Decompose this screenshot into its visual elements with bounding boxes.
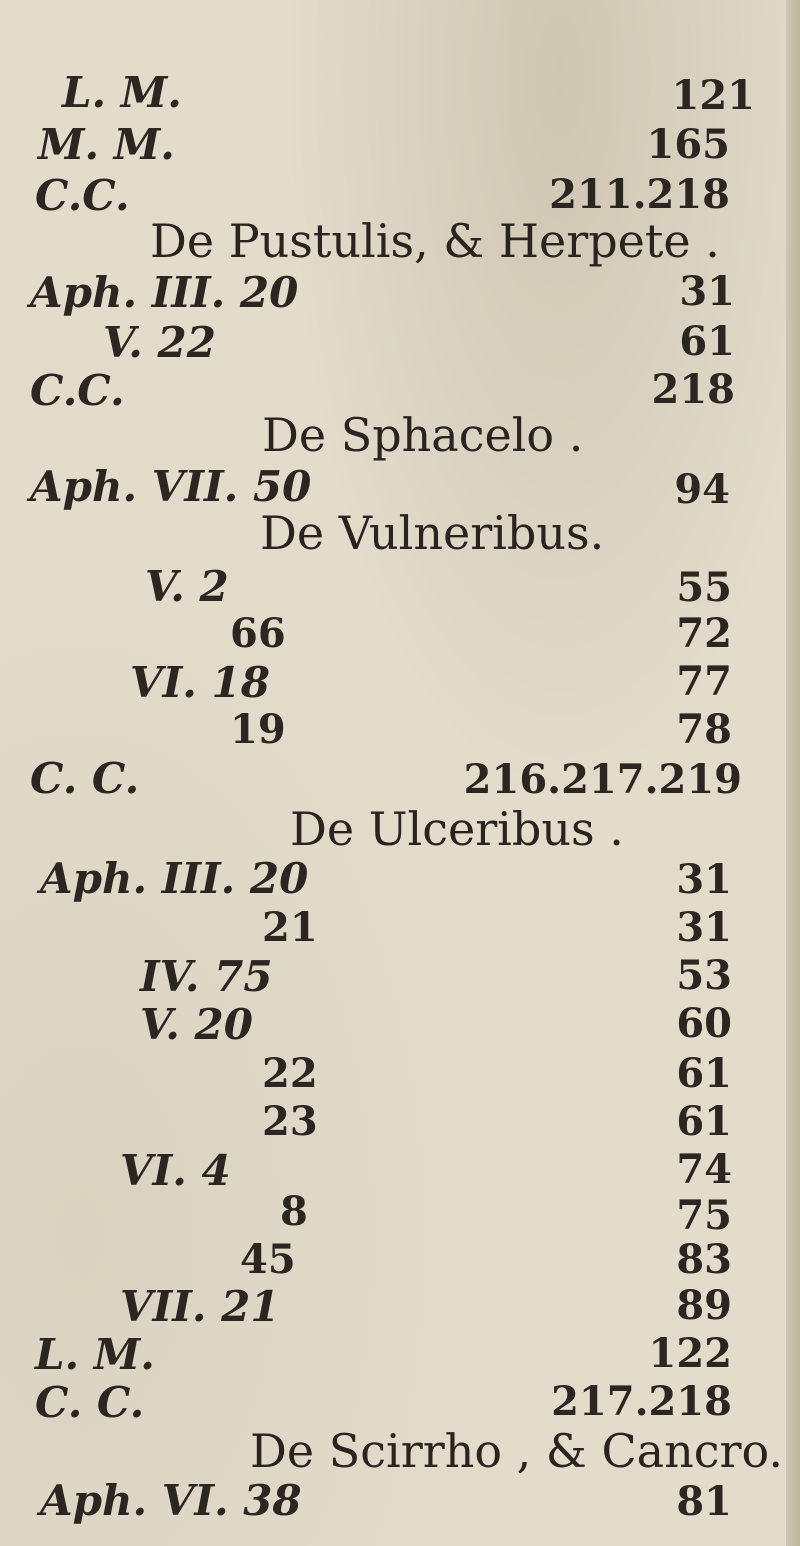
ref-l9: 66 (230, 610, 286, 657)
ref-l20: 8 (280, 1188, 308, 1235)
ref-l19: VI. 4 (120, 1146, 231, 1195)
ref-l11: 19 (230, 706, 286, 753)
ref-l6: C.C. (30, 366, 125, 415)
num-l3: 211.218 (549, 171, 730, 218)
num-l15: 53 (676, 952, 732, 999)
ref-l24: C. C. (35, 1378, 145, 1427)
ref-l8: V. 2 (145, 562, 229, 611)
num-l22: 89 (676, 1282, 732, 1329)
ref-l14: 21 (262, 904, 318, 951)
num-l21: 83 (676, 1236, 732, 1283)
heading-vulneribus: De Vulneribus. (260, 506, 605, 560)
num-l7: 94 (674, 466, 730, 513)
heading-ulceribus: De Ulceribus . (290, 802, 624, 856)
ref-l7: Aph. VII. 50 (30, 462, 312, 511)
num-l10: 77 (676, 658, 732, 705)
ref-l17: 22 (262, 1050, 318, 1097)
ref-l16: V. 20 (140, 1000, 253, 1049)
num-l6: 218 (651, 366, 735, 413)
ref-l5: V. 22 (103, 318, 216, 367)
num-l11: 78 (676, 706, 732, 753)
num-l9: 72 (676, 610, 732, 657)
num-l1: 121 (671, 72, 755, 119)
ref-l25: Aph. VI. 38 (40, 1476, 302, 1525)
num-l20: 75 (676, 1192, 732, 1239)
heading-sphacelo: De Sphacelo . (262, 408, 584, 462)
num-l13: 31 (676, 856, 732, 903)
num-l19: 74 (676, 1146, 732, 1193)
ref-l2: M. M. (38, 120, 175, 169)
num-l5: 61 (679, 318, 735, 365)
ref-l18: 23 (262, 1098, 318, 1145)
num-l2: 165 (646, 121, 730, 168)
num-l16: 60 (676, 1000, 732, 1047)
ref-l21: 45 (240, 1236, 296, 1283)
num-l23: 122 (648, 1330, 732, 1377)
num-l4: 31 (679, 268, 735, 315)
num-l25: 81 (676, 1478, 732, 1525)
num-l8: 55 (676, 564, 732, 611)
ref-l13: Aph. III. 20 (40, 854, 309, 903)
num-l17: 61 (676, 1050, 732, 1097)
num-l12: 216.217.219 (463, 756, 742, 803)
ref-l15: IV. 75 (140, 952, 273, 1001)
num-l18: 61 (676, 1098, 732, 1145)
page-edge (786, 0, 800, 1546)
ref-l4: Aph. III. 20 (30, 268, 299, 317)
ref-l22: VII. 21 (120, 1282, 280, 1331)
ref-l12: C. C. (30, 754, 140, 803)
ref-l1: L. M. (62, 68, 182, 117)
num-l14: 31 (676, 904, 732, 951)
ref-l3: C.C. (35, 171, 130, 220)
ref-l10: VI. 18 (130, 658, 270, 707)
heading-scirrho: De Scirrho , & Cancro. (250, 1424, 783, 1478)
ref-l23: L. M. (35, 1330, 155, 1379)
heading-pustulis: De Pustulis, & Herpete . (150, 214, 720, 268)
num-l24: 217.218 (551, 1378, 732, 1425)
